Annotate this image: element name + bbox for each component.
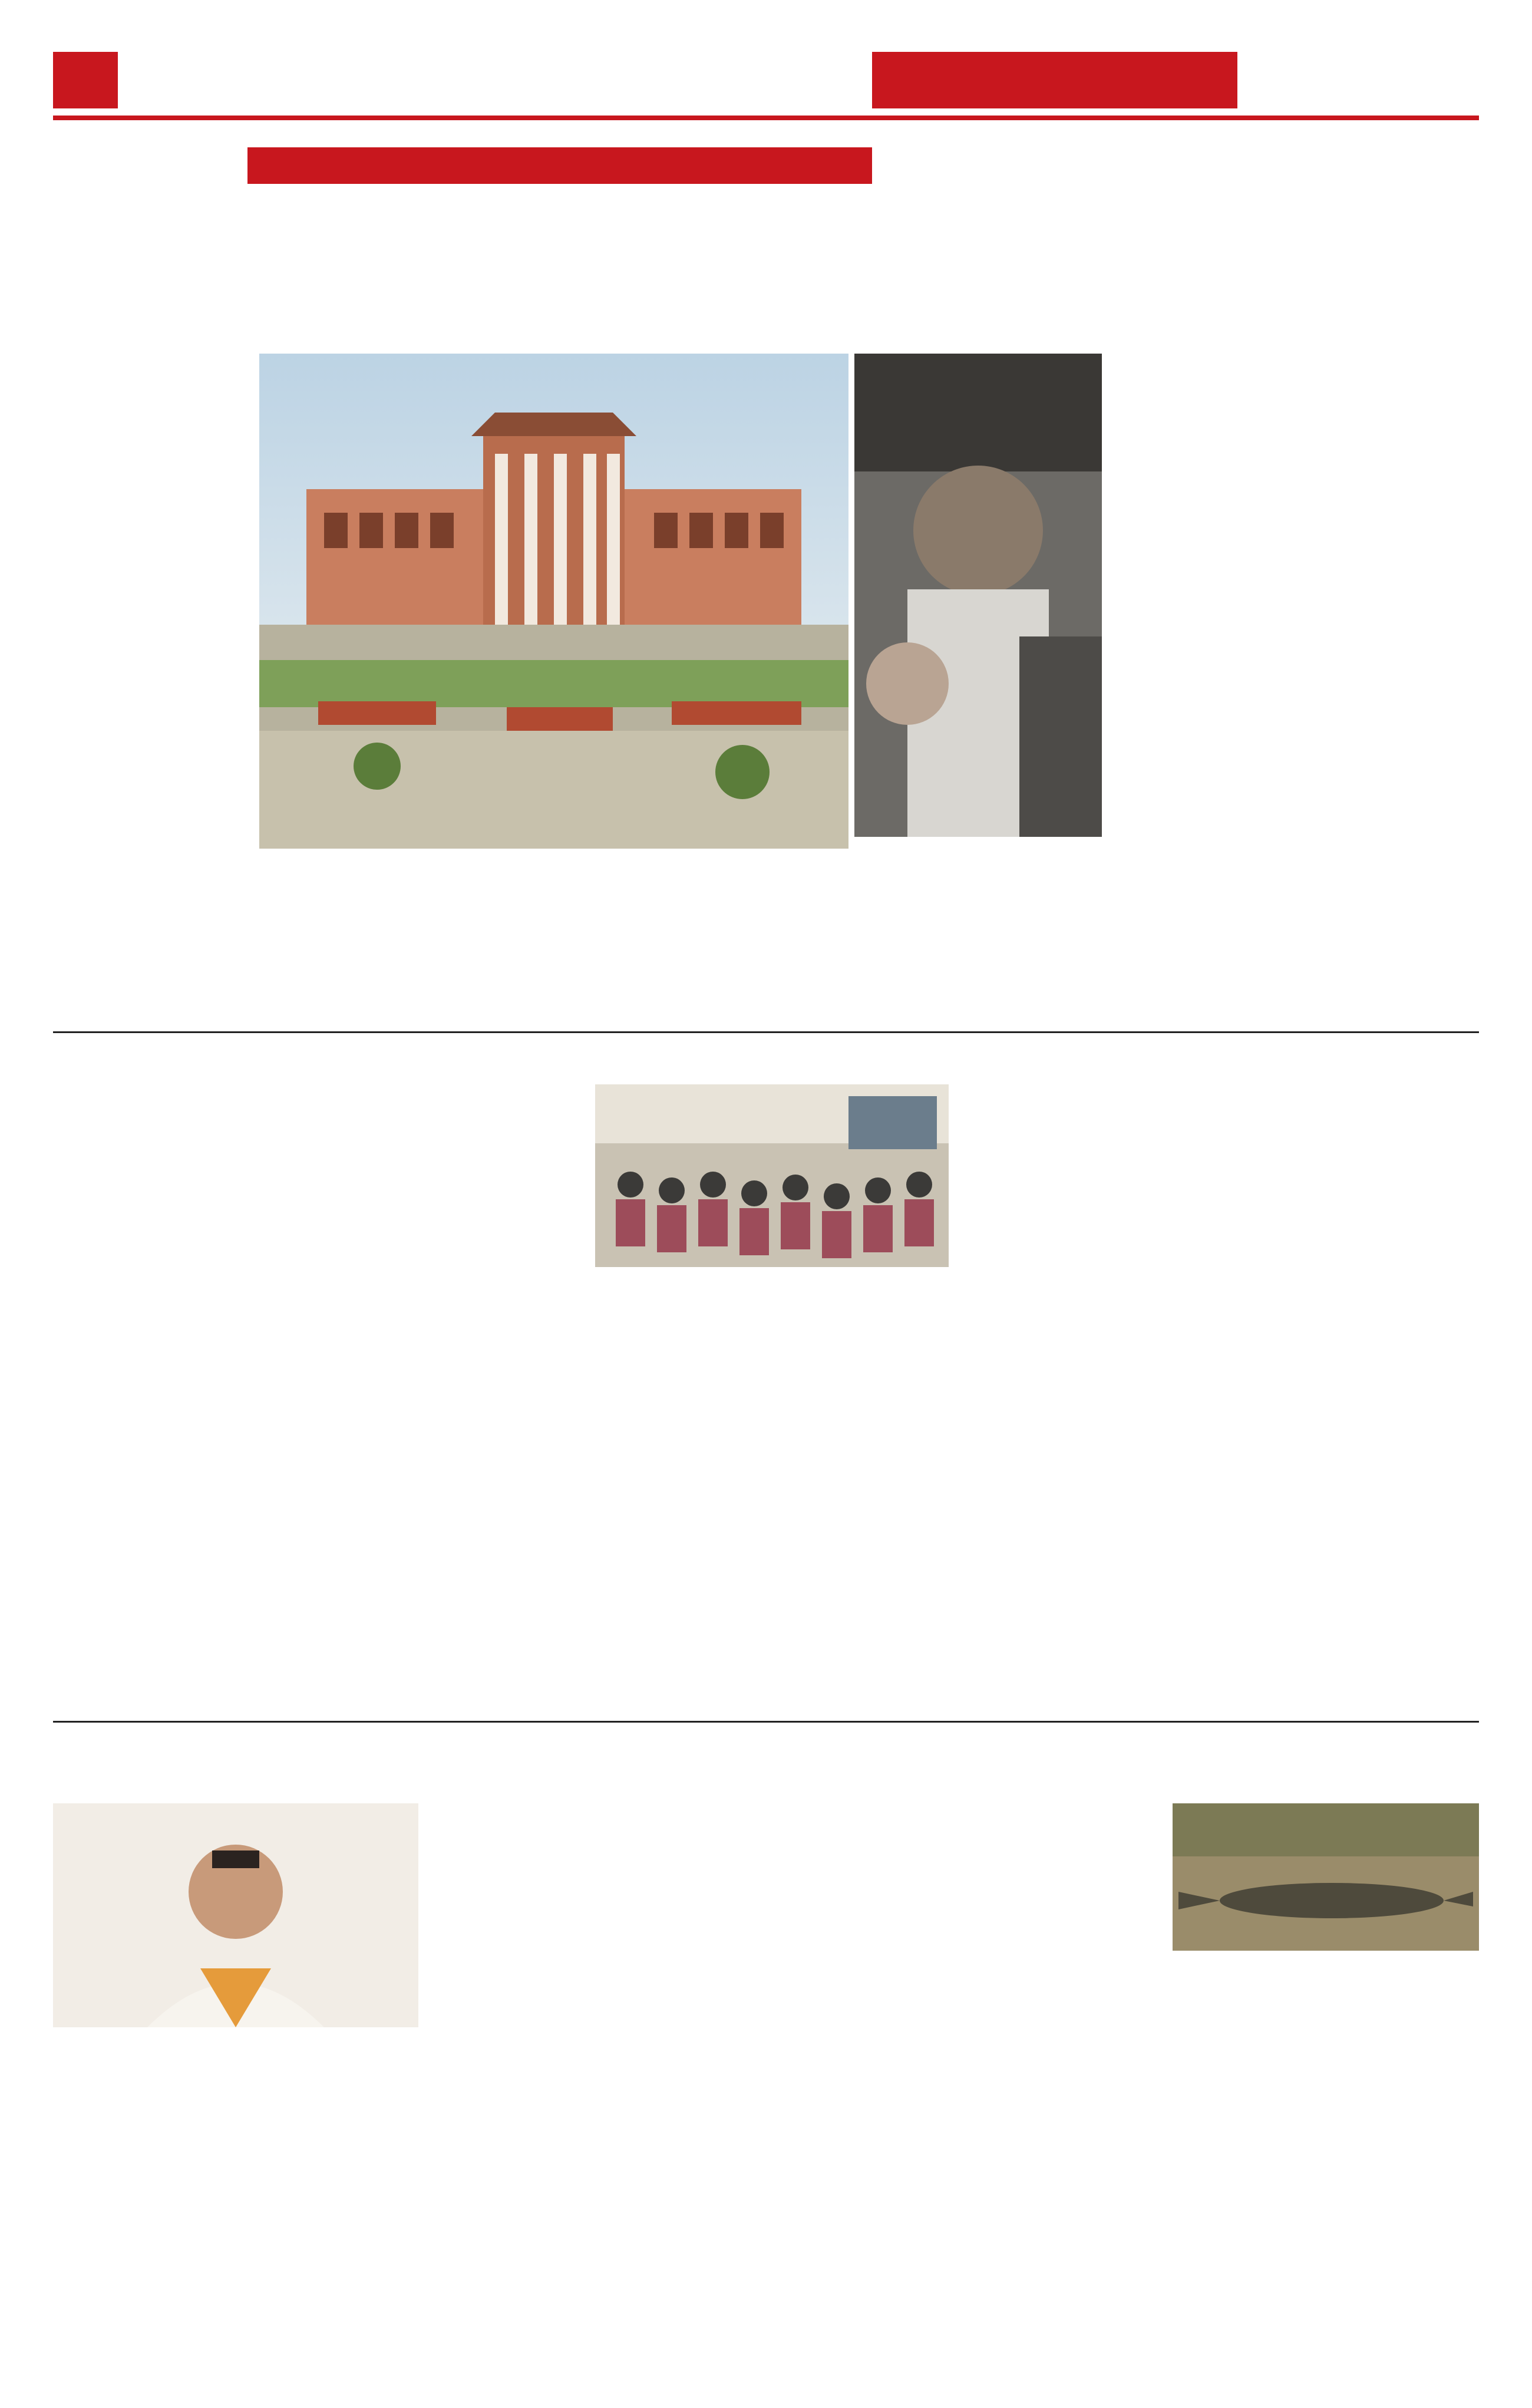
crocodile-photo bbox=[1173, 1803, 1479, 1951]
beltara-col-1 bbox=[53, 2036, 230, 2310]
croc-col-2 bbox=[1329, 1960, 1479, 2310]
jogi-col-1 bbox=[53, 354, 247, 1025]
amit-jogi-photo bbox=[854, 354, 1102, 837]
bill-col-1 bbox=[424, 1880, 601, 2310]
sim-col-2 bbox=[1311, 218, 1479, 1025]
jogi-col-3 bbox=[412, 857, 554, 1025]
jogi-col-4 bbox=[566, 857, 707, 1025]
section-rule-2 bbox=[53, 1721, 1479, 1723]
accident-col-1 bbox=[53, 1179, 224, 1721]
agniveer-col-2 bbox=[1134, 1155, 1299, 1721]
section-rule-1 bbox=[53, 1031, 1479, 1033]
coaching-col-1 bbox=[595, 1276, 766, 1721]
jogi-col-2 bbox=[259, 857, 401, 1025]
agniveer-col-3 bbox=[1308, 1155, 1479, 1721]
jogi-kicker bbox=[247, 147, 872, 184]
sim-col-1 bbox=[1137, 218, 1302, 1025]
bill-col-2 bbox=[610, 1880, 787, 2310]
coaching-class-photo bbox=[595, 1084, 949, 1267]
croc-col-1 bbox=[1173, 1960, 1323, 2310]
page-number bbox=[53, 52, 118, 108]
accident-col-2 bbox=[233, 1179, 404, 1721]
high-court-photo bbox=[259, 354, 848, 849]
jogi-photo-caption bbox=[854, 849, 1102, 1025]
beltara-col-2 bbox=[239, 2036, 418, 2310]
masthead-rule bbox=[53, 116, 1479, 120]
agniveer-col-1 bbox=[960, 1155, 1125, 1721]
section-label bbox=[872, 52, 1237, 108]
mla-portrait-photo bbox=[53, 1803, 418, 2027]
accident-col-3 bbox=[412, 1179, 583, 1721]
coaching-col-2 bbox=[775, 1276, 949, 1721]
masthead bbox=[53, 52, 1479, 108]
bill-col-4 bbox=[981, 1880, 1158, 2310]
bill-col-3 bbox=[795, 1880, 972, 2310]
